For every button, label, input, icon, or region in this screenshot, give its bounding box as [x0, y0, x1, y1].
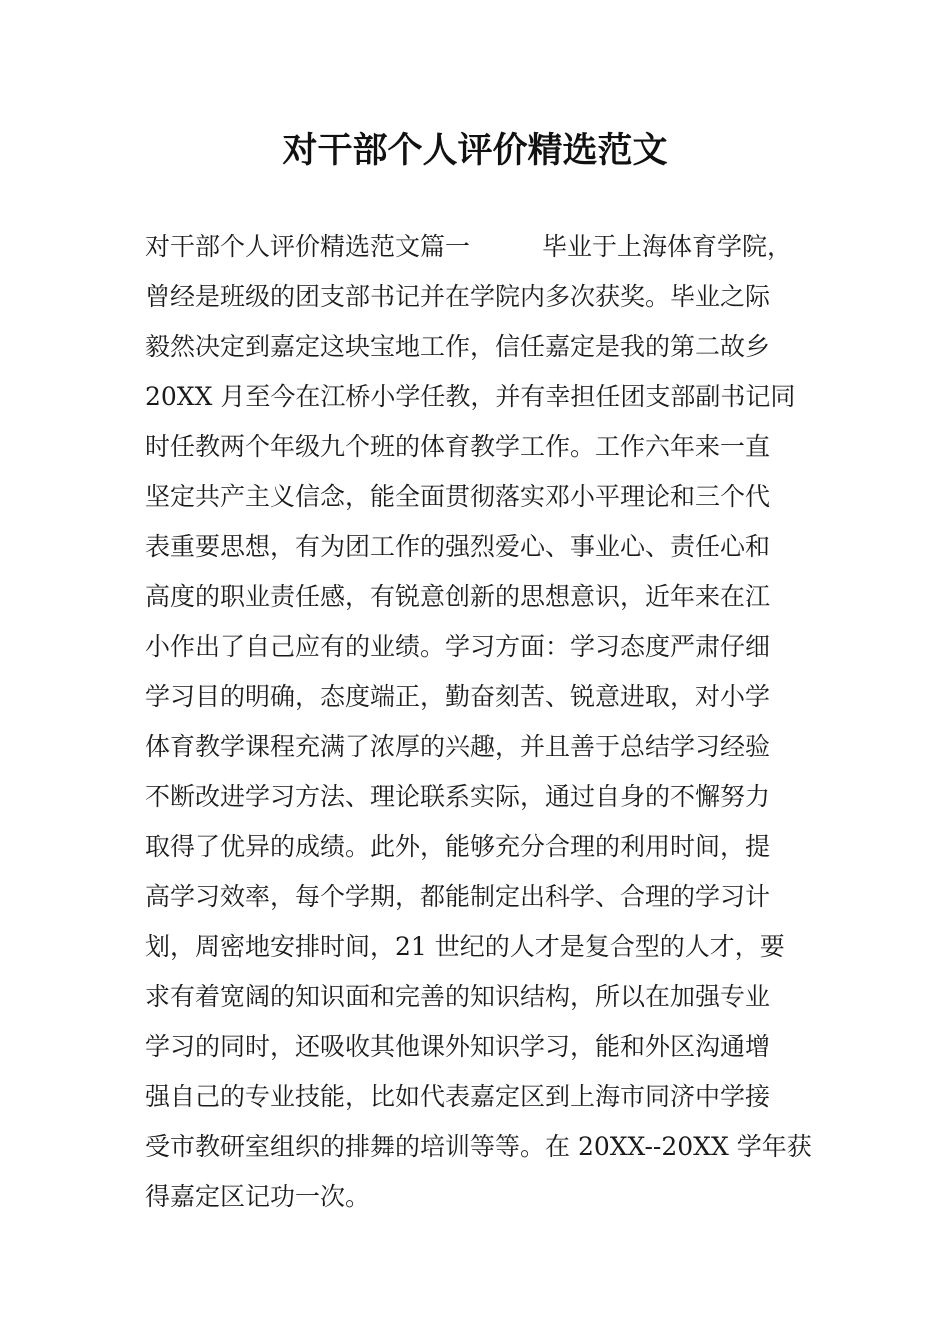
- body-line: 求有着宽阔的知识面和完善的知识结构，所以在加强专业: [145, 982, 771, 1011]
- body-line: 学习目的明确，态度端正，勤奋刻苦、锐意进取，对小学: [145, 682, 771, 711]
- body-line: 表重要思想，有为团工作的强烈爱心、事业心、责任心和: [145, 532, 771, 561]
- body-line: 取得了优异的成绩。此外，能够充分合理的利用时间，提: [145, 832, 771, 861]
- body-line: 强自己的专业技能，比如代表嘉定区到上海市同济中学接: [145, 1082, 771, 1111]
- body-line: 20XX 月至今在江桥小学任教，并有幸担任团支部副书记同: [145, 382, 796, 411]
- body-line: 曾经是班级的团支部书记并在学院内多次获奖。毕业之际: [145, 282, 771, 311]
- body-line: 高度的职业责任感，有锐意创新的思想意识，近年来在江: [145, 582, 771, 611]
- body-line: 划，周密地安排时间，21 世纪的人才是复合型的人才，要: [145, 932, 785, 961]
- body-line: 高学习效率，每个学期，都能制定出科学、合理的学习计: [145, 882, 771, 911]
- section-heading: 对干部个人评价精选范文篇一: [145, 232, 471, 261]
- body-line: 体育教学课程充满了浓厚的兴趣，并且善于总结学习经验: [145, 732, 771, 761]
- body-line: [145, 222, 810, 272]
- body-line-text: 毕业于上海体育学院，: [542, 232, 793, 261]
- body-line: 学习的同时，还吸收其他课外知识学习，能和外区沟通增: [145, 1032, 771, 1061]
- body-line: 得嘉定区记功一次。: [145, 1182, 371, 1211]
- body-line: 毅然决定到嘉定这块宝地工作，信任嘉定是我的第二故乡: [145, 332, 771, 361]
- document-title: 对干部个人评价精选范文: [282, 131, 668, 171]
- body-line: 时任教两个年级九个班的体育教学工作。工作六年来一直: [145, 432, 771, 461]
- body-line: 受市教研室组织的排舞的培训等等。在 20XX--20XX 学年获: [145, 1132, 812, 1161]
- document-body: [145, 222, 810, 1222]
- body-line: 小作出了自己应有的业绩。学习方面：学习态度严肃仔细: [145, 632, 771, 661]
- body-line: 不断改进学习方法、理论联系实际，通过自身的不懈努力: [145, 782, 771, 811]
- body-line: 坚定共产主义信念，能全面贯彻落实邓小平理论和三个代: [145, 482, 771, 511]
